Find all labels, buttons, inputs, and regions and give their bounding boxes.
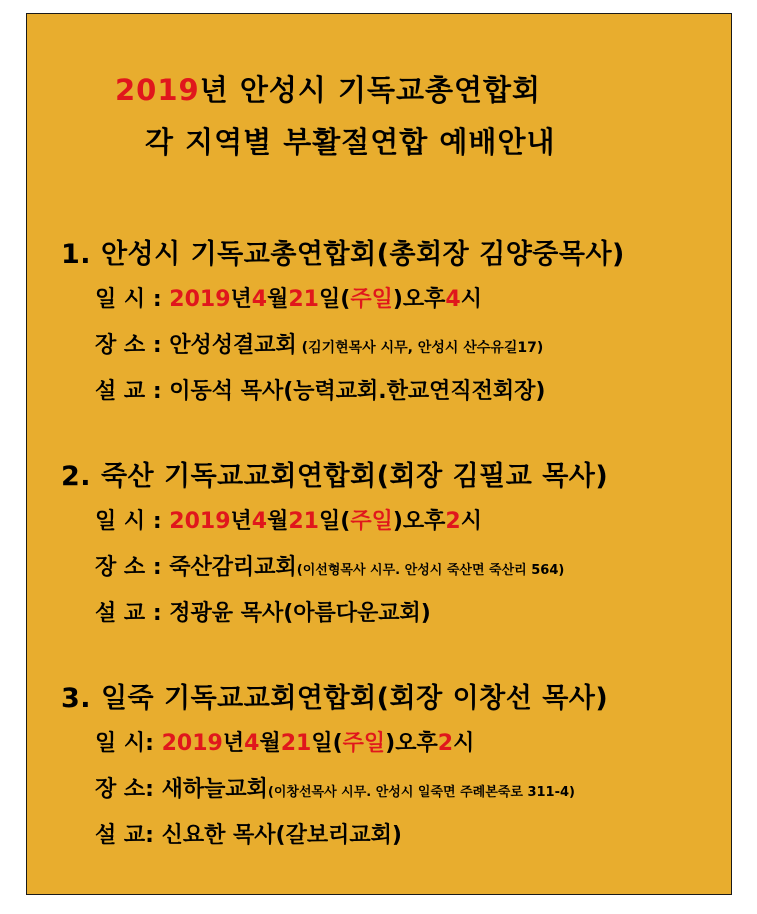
place-name: 안성성결교회 <box>169 333 297 358</box>
section-3-heading: 3. 일죽 기독교교회연합회(회장 이창선 목사) <box>61 683 609 714</box>
section-2-heading: 2. 죽산 기독교교회연합회(회장 김필교 목사) <box>61 461 609 492</box>
title-line-1 <box>115 68 541 109</box>
place-note: (이선형목사 시무. 안성시 죽산면 죽산리 564) <box>296 563 565 578</box>
paren-close: ) <box>385 731 396 756</box>
section-1-place-row <box>95 328 543 359</box>
date-year: 2019 <box>169 287 231 312</box>
section-2-preacher-row <box>95 596 431 627</box>
section-3-place-row <box>95 772 575 803</box>
date-month-unit: 월 <box>267 287 289 312</box>
place-name: 죽산감리교회 <box>169 555 297 580</box>
date-month-unit: 월 <box>259 731 281 756</box>
place-label: 장 소 : <box>95 333 170 358</box>
preacher-name: 이동석 목사(능력교회.한교연직전회장) <box>169 379 546 404</box>
date-month: 4 <box>251 509 268 534</box>
title-year: 2019 <box>115 73 200 107</box>
date-pm: 오후 <box>402 509 446 534</box>
date-hour-unit: 시 <box>460 509 482 534</box>
place-note: (김기현목사 시무, 안성시 산수유길17) <box>296 340 544 356</box>
date-year-unit: 년 <box>222 731 245 756</box>
date-day: 21 <box>288 287 319 312</box>
date-day-unit: 일 <box>318 287 341 312</box>
date-weekday: 주일 <box>342 731 386 756</box>
date-month: 4 <box>251 287 268 312</box>
date-pm: 오후 <box>402 287 446 312</box>
date-month-unit: 월 <box>267 509 289 534</box>
date-year-unit: 년 <box>230 509 252 534</box>
preacher-name: 정광윤 목사(아름다운교회) <box>169 601 431 626</box>
date-label: 일 시 : <box>95 287 170 312</box>
place-label: 장 소 : <box>95 555 170 580</box>
date-hour-unit: 시 <box>460 287 482 312</box>
section-1-preacher-row <box>95 374 545 405</box>
date-day: 21 <box>288 509 319 534</box>
date-year-unit: 년 <box>230 287 252 312</box>
preacher-name: 신요한 목사(갈보리교회) <box>161 823 402 848</box>
place-label: 장 소: <box>95 777 162 802</box>
title-line-1-text: 년 안성시 기독교총연합회 <box>199 73 542 107</box>
place-note: (이창선목사 시무. 안성시 일죽면 주례본죽로 311-4) <box>267 785 575 800</box>
date-label: 일 시: <box>95 731 162 756</box>
date-weekday: 주일 <box>350 509 393 534</box>
date-year: 2019 <box>169 509 231 534</box>
paren-open: ( <box>340 287 351 312</box>
date-day-unit: 일 <box>311 731 333 756</box>
date-hour: 2 <box>445 509 461 534</box>
notice-poster <box>26 13 732 895</box>
paren-open: ( <box>332 731 343 756</box>
date-label: 일 시 : <box>95 509 170 534</box>
date-hour-unit: 시 <box>453 731 475 756</box>
section-3-date-row <box>95 726 474 757</box>
date-year: 2019 <box>161 731 223 756</box>
section-3-preacher-row <box>95 818 402 849</box>
date-weekday: 주일 <box>350 287 393 312</box>
date-hour: 4 <box>445 287 461 312</box>
preacher-label: 설 교: <box>95 823 162 848</box>
preacher-label: 설 교 : <box>95 601 170 626</box>
paren-close: ) <box>392 509 403 534</box>
title-line-2: 각 지역별 부활절연합 예배안내 <box>145 125 556 159</box>
date-hour: 2 <box>437 731 454 756</box>
section-2-date-row <box>95 504 482 535</box>
section-1-heading: 1. 안성시 기독교총연합회(총회장 김양중목사) <box>61 239 625 270</box>
place-name: 새하늘교회 <box>161 777 268 802</box>
section-1-date-row <box>95 282 482 313</box>
paren-close: ) <box>392 287 403 312</box>
date-day-unit: 일 <box>318 509 341 534</box>
date-day: 21 <box>280 731 312 756</box>
date-pm: 오후 <box>395 731 438 756</box>
paren-open: ( <box>340 509 351 534</box>
date-month: 4 <box>244 731 260 756</box>
section-2-place-row <box>95 550 564 581</box>
preacher-label: 설 교 : <box>95 379 170 404</box>
